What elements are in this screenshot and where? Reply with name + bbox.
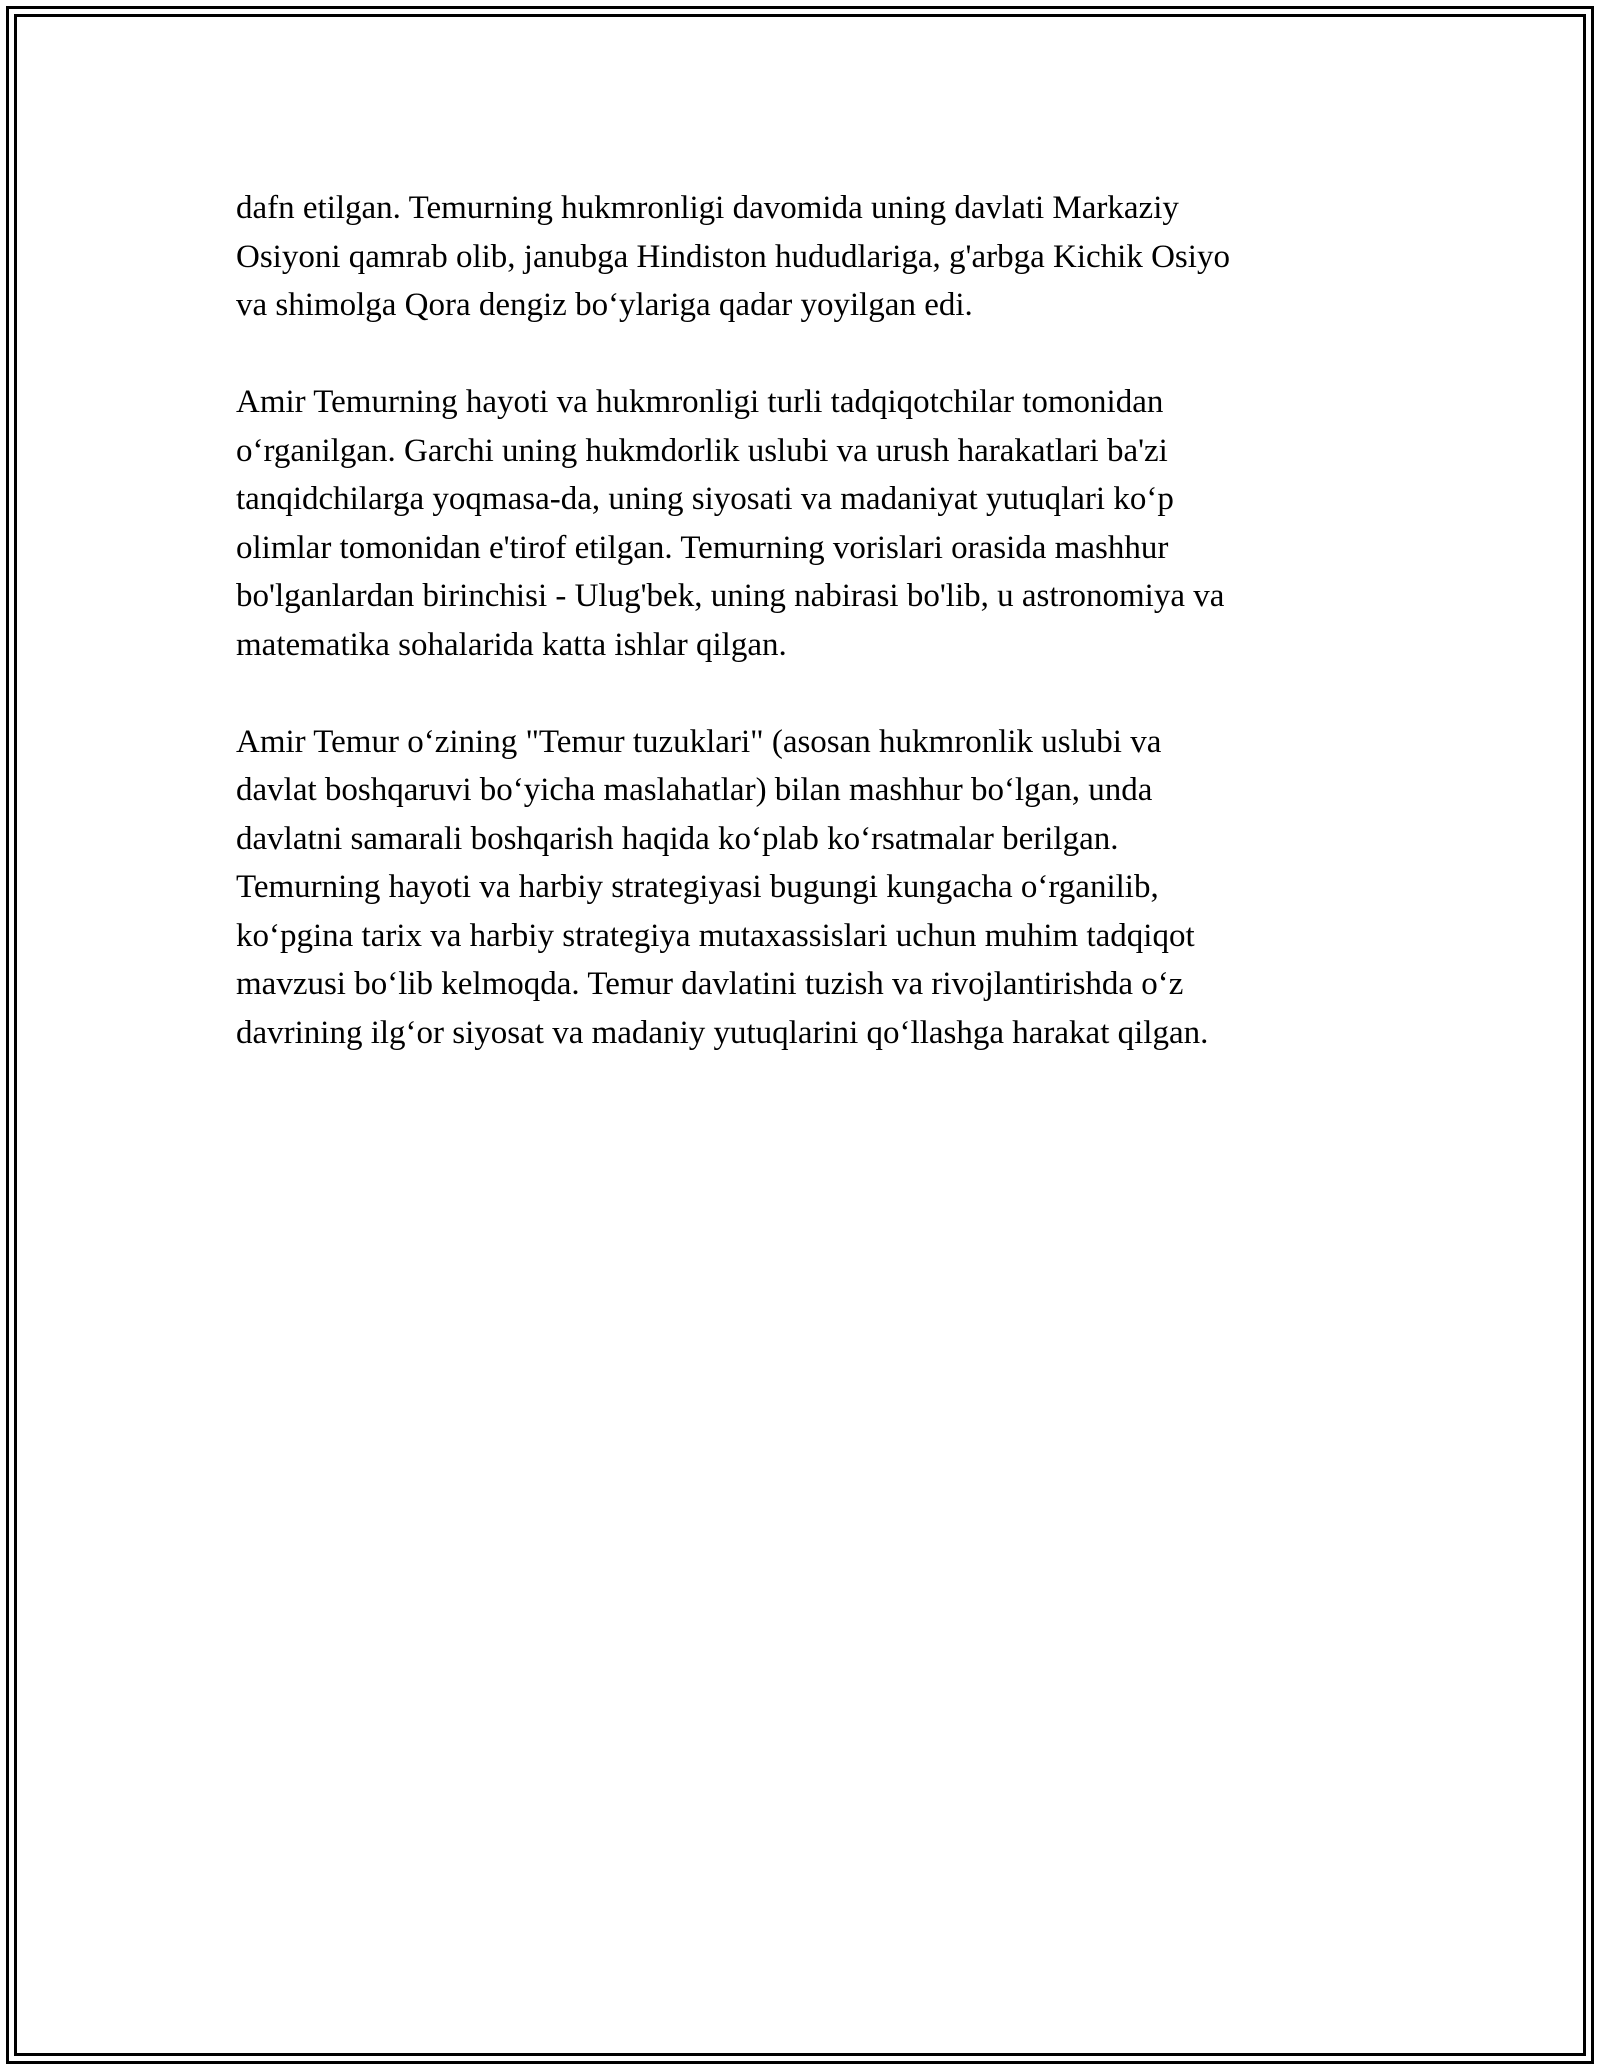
text-line: dafn etilgan. Temurning hukmronligi davomida uning davlati Markaziy [236, 190, 1179, 226]
text-line: davlatni samarali boshqarish haqida ko‘plab ko‘rsatmalar berilgan. [236, 820, 1119, 857]
paragraph-2 [236, 378, 1376, 669]
text-line: Temurning hayoti va harbiy strategiyasi bugungi kungacha o‘rganilib, [236, 869, 1159, 905]
text-line: Amir Temurning hayoti va hukmronligi turli tadqiqotchilar tomonidan [236, 384, 1164, 420]
text-line: davrining ilg‘or siyosat va madaniy yutuqlarini qo‘llashga harakat qilgan. [236, 1014, 1209, 1051]
text-line: davlat boshqaruvi bo‘yicha maslahatlar) bilan mashhur bo‘lgan, unda [236, 772, 1153, 808]
document-body [236, 184, 1376, 1106]
text-line: tanqidchilarga yoqmasa-da, uning siyosati va madaniyat yutuqlari ko‘p [236, 481, 1174, 517]
paragraph-1 [236, 184, 1376, 330]
text-line: o‘rganilgan. Garchi uning hukmdorlik uslubi va urush harakatlari ba'zi [236, 432, 1168, 469]
text-line: matematika sohalarida katta ishlar qilgan. [236, 626, 787, 663]
text-line: olimlar tomonidan e'tirof etilgan. Temurning vorislari orasida mashhur [236, 529, 1169, 566]
text-line: bo'lganlardan birinchisi - Ulug'bek, uning nabirasi bo'lib, u astronomiya va [236, 578, 1225, 614]
paragraph-3 [236, 718, 1376, 1058]
text-line: Amir Temur o‘zining "Temur tuzuklari" (asosan hukmronlik uslubi va [236, 723, 1162, 760]
text-line: ko‘pgina tarix va harbiy strategiya mutaxassislari uchun muhim tadqiqot [236, 917, 1195, 954]
text-line: va shimolga Qora dengiz bo‘ylariga qadar yoyilgan edi. [236, 287, 973, 323]
text-line: mavzusi bo‘lib kelmoqda. Temur davlatini tuzish va rivojlantirishda o‘z [236, 966, 1184, 1002]
text-line: Osiyoni qamrab olib, janubga Hindiston hududlariga, g'arbga Kichik Osiyo [236, 238, 1230, 275]
